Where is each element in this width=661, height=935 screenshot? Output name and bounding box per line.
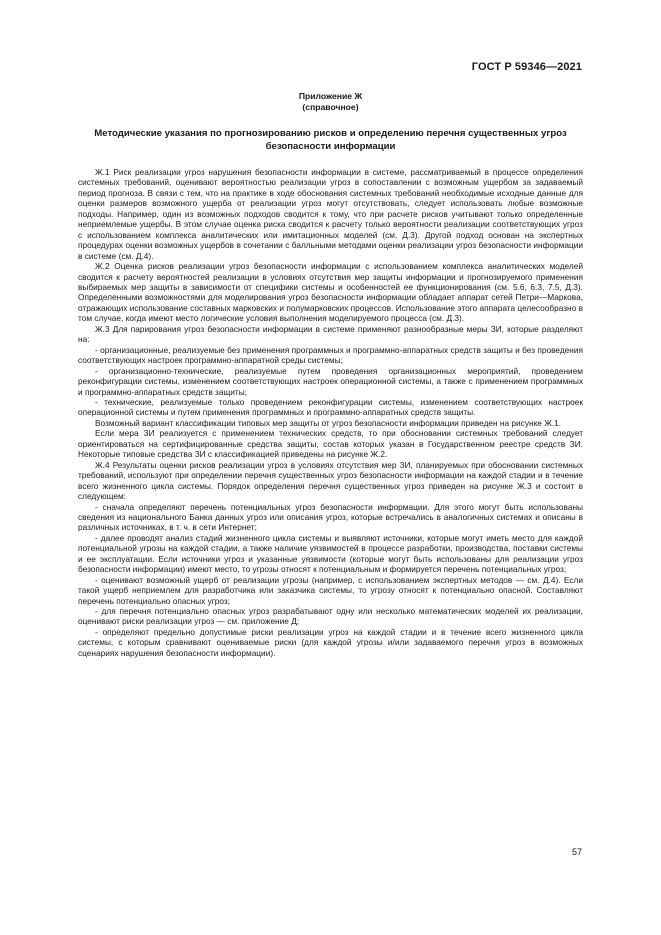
list-item: - далее проводят анализ стадий жизненного цикла системы и выявляют источники, которые могут иметь место для каждой потенциальной угрозы на каждой стадии, а также наличие уязвимостей в процессе разработки, производства, поставки системы и ее эксплуатации. Если источники угроз и указанные уязвимости (которые могут быть использованы для реализации угроз безопасности информации) имеют место, то угрозы относят к потенциальным и формируется перечень потенциальных угроз; (78, 532, 583, 575)
appendix-kind: (справочное) (302, 102, 359, 112)
appendix-label: Приложение Ж (298, 91, 363, 101)
paragraph: Ж.1 Риск реализации угроз нарушения безопасности информации в системе, рассматриваемый в процессе определения системных требований, оценивают вероятностью реализации угроз в сопоставлении с возможным ущербом за задаваемый период прогноза. В связи с тем, что на практике в ходе обоснования системных требований необходимые исходные данные для оценки размеров возможного ущерба от реализации угроз могут отсутствовать, следует использовать любые возможные подходы. Например, один из возможных подходов сводится к тому, что при расчете рисков учитывают только определенные неприемлемые ущербы. В этом случае оценка риска сводится к расчету только вероятности реализации соответствующих угроз с использованием комплекса аналитических или имитационных моделей (см. Д.3). Другой подход основан на экспертных процедурах оценки возможных ущербов в сочетании с балльными методами оценки реализации угроз безопасности информации в системе (см. Д.4). (78, 167, 583, 261)
appendix-heading (0, 91, 661, 113)
paragraph: Ж.2 Оценка рисков реализации угроз безопасности информации с использованием комплекса аналитических моделей сводится к расчету вероятностей реализации в условиях отсутствия мер защиты информации и прогнозируемого применения выбираемых мер защиты в зависимости от специфики системы и особенностей ее функционирования (см. 5.6, 6.3, 7.5, Д.3). Определенными возможностями для моделирования угроз безопасности информации обладает аппарат сетей Петри—Маркова, отражающих использование составных марковских и полумарковских процессов. Использование этого аппарата целесообразно в том случае, когда имеют место логические условия выполнения моделируемого процесса (см. Д.3). (78, 261, 583, 324)
paragraph: Возможный вариант классификации типовых мер защиты от угроз безопасности информации приведен на рисунке Ж.1. (95, 417, 562, 428)
paragraph: Ж.3 Для парирования угроз безопасности информации в системе применяют разнообразные меры ЗИ, которые разделяют на: (78, 323, 583, 345)
list-item: - для перечня потенциально опасных угроз разрабатывают одну или несколько математических моделей их реализации, оценивают риски реализации угроз — см. приложение Д; (78, 606, 583, 627)
list-item: - технические, реализуемые только проведением реконфигурации системы, изменением соответствующих настроек операционной системы и путем применения программных и программно-аппаратных средств защиты. (78, 396, 583, 418)
standard-code: ГОСТ Р 59346—2021 (471, 61, 582, 73)
list-item: - определяют предельно допустимые риски реализации угроз на каждой стадии и в течение всего жизненного цикла системы, с которым сравнивают оцениваемые риски (для каждой угрозы и/или задаваемого перечня угроз в возможных сценариях нарушения безопасности информации). (78, 626, 583, 658)
section-title: Методические указания по прогнозированию рисков и определению перечня существенных угроз безопасности информации (94, 128, 567, 152)
page-number: 57 (571, 847, 582, 857)
paragraph: Ж.4 Результаты оценки рисков реализации угроз в условиях отсутствия мер ЗИ, планируемых при обосновании системных требований, используют при определении перечня существенных угроз безопасности информации на каждой стадии и в течение всего жизненного цикла системы. Порядок определения перечня существенных угроз приведен на рисунке Ж.3 и состоит в следующем: (78, 459, 583, 502)
list-item: - организационно-технические, реализуемые путем проведения организационных мероприятий, проведением реконфигурации системы, изменением соответствующих настроек операционной системы, а также с применением программных и программно-аппаратных средств защиты; (78, 365, 583, 397)
list-item: - организационные, реализуемые без применения программных и программно-аппаратных средств защиты и без проведения соответствующих настроек программно-аппаратной среды системы; (78, 344, 583, 366)
paragraph: Если мера ЗИ реализуется с применением технических средств, то при обосновании системных требований следует ориентироваться на сертифицированные средства защиты, состав которых указан в Государственном реестре средств ЗИ. Некоторые типовые средства ЗИ с классификацией приведены на рисунке Ж.2. (78, 428, 583, 460)
body-text (78, 167, 583, 658)
list-item: - оценивают возможный ущерб от реализации угрозы (например, с использованием экспертных методов — см. Д.4). Если такой ущерб неприемлем для разработчика или заказчика системы, то угрозу относят к потенциально опасной. Составляют перечень потенциально опасных угроз; (78, 574, 583, 606)
list-item: - сначала определяют перечень потенциальных угроз безопасности информации. Для этого могут быть использованы сведения из национального Банка данных угроз или описания угроз, которые встречались в аналогичных системах и описаны в различных источниках, в т. ч. в сети Интернет; (78, 501, 583, 533)
